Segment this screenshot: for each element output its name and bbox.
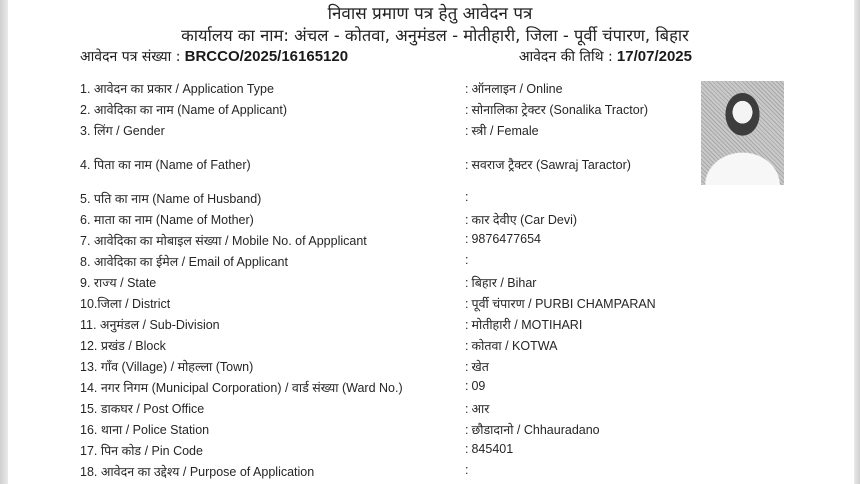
field-label: 6. माता का नाम (Name of Mother) — [80, 213, 254, 227]
application-date — [519, 47, 692, 66]
field-value: : बिहार / Bihar — [465, 276, 537, 290]
page-edge-right — [854, 0, 860, 484]
page-edge-left — [0, 0, 8, 484]
application-date-label: आवेदन की तिथि : — [518, 49, 613, 65]
office-name-line: कार्यालय का नाम: अंचल - कोतवा, अनुमंडल - मोतीहारी, जिला - पूर्वी चंपारण, बिहार — [181, 26, 689, 45]
field-value: : मोतीहारी / MOTIHARI — [465, 318, 583, 332]
field-label: 10.जिला / District — [80, 297, 171, 311]
field-row-post-office — [80, 400, 700, 420]
field-label: 1. आवेदन का प्रकार / Application Type — [80, 82, 274, 96]
field-row-state — [80, 274, 700, 294]
field-row-gender — [80, 122, 700, 142]
field-label: 14. नगर निगम (Municipal Corporation) / वार्ड संख्या (Ward No.) — [80, 381, 403, 395]
application-number-value: BRCCO/2025/16165120 — [184, 48, 349, 65]
field-value: : सोनालिका ट्रेक्टर (Sonalika Tractor) — [465, 103, 649, 117]
application-number-label: आवेदन पत्र संख्या : — [80, 49, 181, 65]
field-value: : ऑनलाइन / Online — [465, 82, 563, 96]
field-value: : 9876477654 — [465, 232, 542, 246]
field-label: 17. पिन कोड / Pin Code — [80, 444, 203, 458]
field-label: 11. अनुमंडल / Sub-Division — [80, 318, 220, 332]
field-row-village-town — [80, 358, 700, 378]
field-value: : 845401 — [465, 442, 514, 456]
application-date-value: 17/07/2025 — [616, 48, 692, 65]
field-row-sub-division — [80, 316, 700, 336]
field-label: 13. गाँव (Village) / मोहल्ला (Town) — [80, 360, 254, 374]
field-value: : सवराज ट्रैक्टर (Sawraj Taractor) — [465, 158, 631, 172]
field-label: 3. लिंग / Gender — [80, 124, 165, 138]
field-row-email — [80, 253, 700, 273]
field-value: : छौडादानो / Chhauradano — [465, 423, 600, 437]
field-label: 4. पिता का नाम (Name of Father) — [80, 158, 251, 172]
field-row-purpose — [80, 463, 700, 483]
field-value: : कोतवा / KOTWA — [465, 339, 558, 353]
field-label: 9. राज्य / State — [80, 276, 157, 290]
field-value: : — [465, 463, 469, 477]
document-title: निवास प्रमाण पत्र हेतु आवेदन पत्र — [327, 4, 533, 24]
field-row-block — [80, 337, 700, 357]
field-row-pin-code — [80, 442, 700, 462]
field-label: 12. प्रखंड / Block — [80, 339, 166, 353]
applicant-photo — [701, 81, 784, 185]
application-number — [80, 47, 348, 66]
field-label: 7. आवेदिका का मोबाइल संख्या / Mobile No. of Appplicant — [80, 234, 367, 248]
field-value: : — [465, 253, 469, 267]
field-value: : पूर्वी चंपारण / PURBI CHAMPARAN — [465, 297, 656, 311]
field-row-mother-name — [80, 211, 700, 231]
field-label: 8. आवेदिका का ईमेल / Email of Applicant — [80, 255, 288, 269]
field-row-husband-name — [80, 190, 700, 210]
field-value: : — [465, 190, 469, 204]
field-value: : खेत — [465, 360, 489, 374]
field-label: 5. पति का नाम (Name of Husband) — [80, 192, 262, 206]
field-row-application-type — [80, 80, 700, 100]
field-label: 15. डाकघर / Post Office — [80, 402, 205, 416]
field-value: : 09 — [465, 379, 486, 393]
field-row-ward-no — [80, 379, 700, 399]
field-value: : स्त्री / Female — [465, 124, 539, 138]
field-label: 2. आवेदिका का नाम (Name of Applicant) — [80, 103, 288, 117]
field-row-father-name — [80, 156, 700, 176]
field-row-mobile — [80, 232, 700, 252]
reference-line — [80, 47, 692, 66]
field-value: : कार देवीए (Car Devi) — [465, 213, 578, 227]
field-row-district — [80, 295, 700, 315]
field-value: : आर — [465, 402, 490, 416]
field-row-applicant-name — [80, 101, 700, 121]
field-label: 16. थाना / Police Station — [80, 423, 210, 437]
field-label: 18. आवेदन का उद्देश्य / Purpose of Application — [80, 465, 315, 479]
field-row-police-station — [80, 421, 700, 441]
